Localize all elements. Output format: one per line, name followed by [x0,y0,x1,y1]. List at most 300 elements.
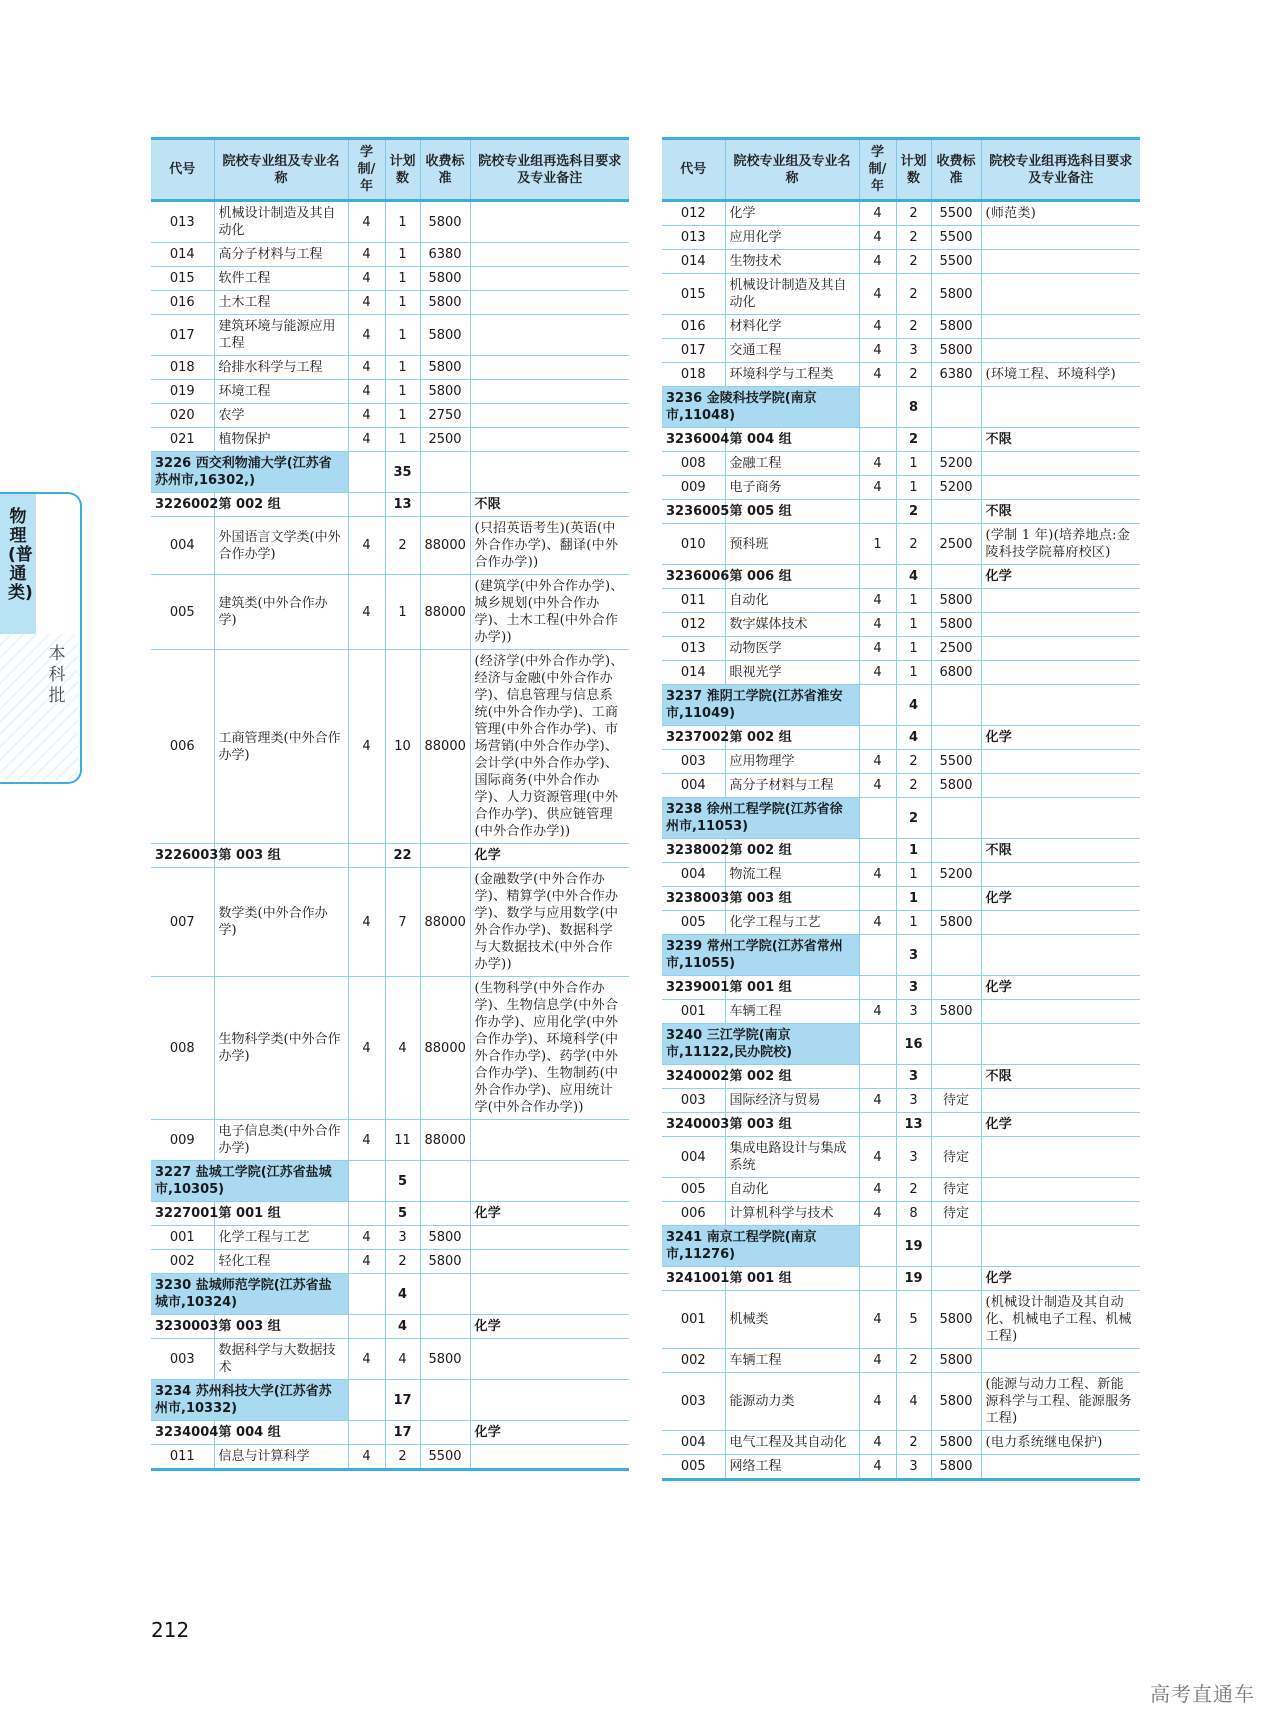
major-name: 生物技术 [725,250,859,274]
major-plan: 3 [896,1089,931,1113]
major-fee: 2500 [420,428,470,452]
school-note [470,1274,629,1315]
group-code: 3230003 [151,1315,214,1339]
group-name: 第 004 组 [214,1421,348,1445]
major-code: 017 [662,339,725,363]
school-row [662,1024,1140,1065]
school-fee [420,1161,470,1202]
major-name: 建筑环境与能源应用工程 [214,315,348,356]
major-note: (建筑学(中外合作办学)、城乡规划(中外合作办学)、土木工程(中外合作办学)) [470,575,629,650]
school-note [470,1380,629,1421]
group-plan: 19 [896,1267,931,1291]
major-note [981,661,1140,685]
group-row [662,726,1140,750]
major-note [981,774,1140,798]
major-row [151,517,629,575]
major-row [151,1250,629,1274]
group-plan: 13 [385,493,420,517]
major-fee: 5800 [931,339,981,363]
table-header-row [151,139,629,201]
major-plan: 1 [896,661,931,685]
side-tab-category-label: 物理(普通类) [8,507,33,603]
major-row [662,774,1140,798]
major-years: 4 [859,339,896,363]
major-row [662,637,1140,661]
school-note [981,798,1140,839]
major-plan: 4 [385,977,420,1120]
group-fee [931,976,981,1000]
group-plan: 2 [896,500,931,524]
major-note [470,428,629,452]
group-code: 3236004 [662,428,725,452]
school-name: 3241 南京工程学院(南京市,11276) [662,1226,859,1267]
group-row [151,1421,629,1445]
major-name: 金融工程 [725,452,859,476]
major-years: 4 [859,1089,896,1113]
header-name: 院校专业组及专业名称 [725,139,859,201]
header-plan: 计划数 [896,139,931,201]
major-years: 4 [859,476,896,500]
major-row [151,356,629,380]
major-fee: 待定 [931,1089,981,1113]
school-plan: 5 [385,1161,420,1202]
school-name: 3226 西交利物浦大学(江苏省苏州市,16302,) [151,452,348,493]
group-requirement: 化学 [470,1315,629,1339]
school-row [151,1274,629,1315]
school-years [859,1024,896,1065]
school-row [662,935,1140,976]
major-years: 4 [859,363,896,387]
major-name: 信息与计算科学 [214,1445,348,1470]
major-plan: 7 [385,868,420,977]
major-name: 环境工程 [214,380,348,404]
group-fee [931,1267,981,1291]
major-fee: 5500 [420,1445,470,1470]
school-years [859,685,896,726]
major-years: 4 [859,661,896,685]
group-name: 第 006 组 [725,565,859,589]
major-plan: 1 [385,291,420,315]
major-code: 020 [151,404,214,428]
major-plan: 2 [896,524,931,565]
school-row [151,1161,629,1202]
major-code: 005 [662,1455,725,1480]
major-plan: 1 [896,613,931,637]
school-name: 3230 盐城师范学院(江苏省盐城市,10324) [151,1274,348,1315]
school-fee [931,387,981,428]
group-name: 第 003 组 [214,844,348,868]
major-fee: 88000 [420,575,470,650]
major-name: 机械设计制造及其自动化 [725,274,859,315]
major-plan: 2 [385,1250,420,1274]
group-fee [931,565,981,589]
major-note: (机械设计制造及其自动化、机械电子工程、机械工程) [981,1291,1140,1349]
group-name: 第 002 组 [725,726,859,750]
school-years [348,1380,385,1421]
school-years [859,798,896,839]
major-note [470,1250,629,1274]
major-row [151,201,629,243]
group-name: 第 001 组 [725,1267,859,1291]
group-requirement: 化学 [981,1113,1140,1137]
major-row [662,452,1140,476]
major-plan: 11 [385,1120,420,1161]
major-note [981,1178,1140,1202]
major-fee: 待定 [931,1137,981,1178]
major-note [981,1349,1140,1373]
school-fee [931,685,981,726]
group-row [662,1267,1140,1291]
major-note [981,589,1140,613]
major-years: 4 [859,201,896,226]
group-plan: 5 [385,1202,420,1226]
group-years [859,1267,896,1291]
major-plan: 2 [896,201,931,226]
school-note [470,1161,629,1202]
group-fee [931,500,981,524]
group-name: 第 005 组 [725,500,859,524]
major-note [981,863,1140,887]
major-years: 4 [348,650,385,844]
major-name: 化学工程与工艺 [214,1226,348,1250]
major-years: 4 [348,243,385,267]
group-name: 第 002 组 [725,1065,859,1089]
group-years [859,839,896,863]
major-note [981,1455,1140,1480]
school-name: 3234 苏州科技大学(江苏省苏州市,10332) [151,1380,348,1421]
school-row [662,685,1140,726]
major-row [662,589,1140,613]
major-note [981,250,1140,274]
school-row [151,452,629,493]
major-fee: 5500 [931,201,981,226]
major-fee: 88000 [420,517,470,575]
major-years: 4 [859,637,896,661]
school-years [348,452,385,493]
school-fee [420,452,470,493]
school-name: 3227 盐城工学院(江苏省盐城市,10305) [151,1161,348,1202]
major-code: 012 [662,201,725,226]
major-row [151,243,629,267]
group-code: 3238003 [662,887,725,911]
group-plan: 13 [896,1113,931,1137]
page-number: 212 [151,1618,190,1642]
major-code: 005 [151,575,214,650]
major-fee: 待定 [931,1178,981,1202]
major-name: 国际经济与贸易 [725,1089,859,1113]
group-requirement: 化学 [981,726,1140,750]
major-code: 001 [662,1000,725,1024]
major-note [981,613,1140,637]
major-row [662,315,1140,339]
major-row [151,428,629,452]
group-requirement: 不限 [981,1065,1140,1089]
major-name: 应用化学 [725,226,859,250]
major-name: 机械类 [725,1291,859,1349]
school-name: 3237 淮阴工学院(江苏省淮安市,11049) [662,685,859,726]
major-name: 农学 [214,404,348,428]
major-row [662,750,1140,774]
major-years: 4 [348,356,385,380]
major-years: 4 [348,315,385,356]
group-row [151,493,629,517]
major-code: 003 [662,1373,725,1431]
group-years [859,428,896,452]
school-note [981,1024,1140,1065]
major-fee: 88000 [420,1120,470,1161]
major-note [981,452,1140,476]
major-years: 4 [859,274,896,315]
major-plan: 2 [896,750,931,774]
major-name: 土木工程 [214,291,348,315]
major-years: 4 [859,750,896,774]
group-requirement: 化学 [981,976,1140,1000]
major-plan: 2 [896,226,931,250]
major-code: 008 [662,452,725,476]
major-plan: 2 [896,315,931,339]
left-admission-table [151,137,629,1471]
header-code: 代号 [151,139,214,201]
major-row [151,1445,629,1470]
major-code: 017 [151,315,214,356]
group-requirement: 化学 [981,565,1140,589]
major-name: 化学 [725,201,859,226]
group-years [348,1202,385,1226]
major-plan: 1 [896,863,931,887]
major-note [470,315,629,356]
major-row [662,1291,1140,1349]
major-years: 4 [859,774,896,798]
major-years: 4 [859,315,896,339]
group-requirement: 化学 [470,844,629,868]
group-code: 3234004 [151,1421,214,1445]
major-row [662,1431,1140,1455]
major-note [981,476,1140,500]
major-row [151,1226,629,1250]
major-fee: 5800 [420,267,470,291]
header-plan: 计划数 [385,139,420,201]
table-header-row [662,139,1140,201]
school-name: 3238 徐州工程学院(江苏省徐州市,11053) [662,798,859,839]
major-code: 011 [151,1445,214,1470]
major-name: 外国语言文学类(中外合作办学) [214,517,348,575]
group-fee [931,1113,981,1137]
major-years: 4 [348,291,385,315]
major-fee: 6380 [420,243,470,267]
group-row [662,428,1140,452]
major-name: 预科班 [725,524,859,565]
major-plan: 1 [896,911,931,935]
school-note [981,685,1140,726]
major-code: 019 [151,380,214,404]
major-name: 电气工程及其自动化 [725,1431,859,1455]
side-tab-batch-label: 本科批 [48,644,66,706]
group-fee [931,1065,981,1089]
group-row [662,565,1140,589]
major-code: 018 [151,356,214,380]
major-code: 003 [662,750,725,774]
major-fee: 待定 [931,1202,981,1226]
major-fee: 5800 [931,1373,981,1431]
school-plan: 2 [896,798,931,839]
header-years: 学制/年 [348,139,385,201]
major-fee: 5200 [931,863,981,887]
major-fee: 6800 [931,661,981,685]
major-code: 001 [662,1291,725,1349]
major-years: 4 [348,428,385,452]
major-name: 车辆工程 [725,1349,859,1373]
major-name: 数字媒体技术 [725,613,859,637]
major-note [981,339,1140,363]
major-row [662,1178,1140,1202]
major-name: 轻化工程 [214,1250,348,1274]
major-note [981,1089,1140,1113]
group-fee [420,1202,470,1226]
major-fee: 5800 [931,1291,981,1349]
major-row [151,291,629,315]
major-years: 4 [348,404,385,428]
group-code: 3240002 [662,1065,725,1089]
major-code: 010 [662,524,725,565]
major-fee: 5800 [931,1349,981,1373]
major-years: 4 [348,1226,385,1250]
group-row [662,1113,1140,1137]
group-name: 第 002 组 [725,839,859,863]
group-code: 3238002 [662,839,725,863]
major-code: 015 [662,274,725,315]
group-fee [420,844,470,868]
group-years [348,844,385,868]
school-name: 3236 金陵科技学院(南京市,11048) [662,387,859,428]
major-code: 006 [151,650,214,844]
major-plan: 2 [896,363,931,387]
group-fee [420,493,470,517]
group-years [859,1113,896,1137]
major-code: 006 [662,1202,725,1226]
major-row [662,1202,1140,1226]
major-code: 016 [662,315,725,339]
group-code: 3241001 [662,1267,725,1291]
major-note: (经济学(中外合作办学)、经济与金融(中外合作办学)、信息管理与信息系统(中外合作办学)、工商管理(中外合作办学)、市场营销(中外合作办学)、会计学(中外合作办学)、国际商务(中外合作办学)、人力资源管理(中外合作办学)、供应链管理(中外合作办学)) [470,650,629,844]
major-plan: 1 [385,428,420,452]
major-code: 005 [662,1178,725,1202]
group-code: 3236005 [662,500,725,524]
major-fee: 5500 [931,750,981,774]
school-fee [931,798,981,839]
major-note: (能源与动力工程、新能源科学与工程、能源服务工程) [981,1373,1140,1431]
header-years: 学制/年 [859,139,896,201]
major-name: 给排水科学与工程 [214,356,348,380]
school-plan: 8 [896,387,931,428]
major-note [981,1137,1140,1178]
major-name: 集成电路设计与集成系统 [725,1137,859,1178]
major-name: 环境科学与工程类 [725,363,859,387]
group-requirement: 化学 [981,1267,1140,1291]
group-row [151,1202,629,1226]
group-row [662,1065,1140,1089]
group-row [151,844,629,868]
major-years: 4 [859,589,896,613]
group-code: 3227001 [151,1202,214,1226]
major-name: 数学类(中外合作办学) [214,868,348,977]
major-plan: 3 [896,1455,931,1480]
major-years: 4 [859,226,896,250]
major-plan: 2 [385,1445,420,1470]
school-plan: 35 [385,452,420,493]
school-note [470,452,629,493]
group-years [859,726,896,750]
major-plan: 2 [896,1349,931,1373]
major-code: 014 [662,250,725,274]
major-code: 004 [662,1137,725,1178]
group-row [662,839,1140,863]
right-table-column [662,137,1140,1481]
major-code: 021 [151,428,214,452]
major-note [470,1120,629,1161]
group-fee [931,726,981,750]
major-plan: 8 [896,1202,931,1226]
major-row [662,201,1140,226]
major-years: 4 [348,380,385,404]
major-fee: 5800 [931,774,981,798]
major-years: 4 [859,863,896,887]
major-note: (师范类) [981,201,1140,226]
major-plan: 2 [896,1431,931,1455]
group-plan: 22 [385,844,420,868]
group-code: 3239001 [662,976,725,1000]
group-name: 第 004 组 [725,428,859,452]
major-name: 材料化学 [725,315,859,339]
major-years: 4 [859,1373,896,1431]
major-name: 应用物理学 [725,750,859,774]
major-years: 4 [859,1000,896,1024]
major-fee: 5800 [931,1000,981,1024]
major-plan: 2 [385,517,420,575]
major-note [470,380,629,404]
major-note: (生物科学(中外合作办学)、生物信息学(中外合作办学)、应用化学(中外合作办学)、环境科学(中外合作办学)、药学(中外合作办学)、生物制药(中外合作办学)、应用统计学(中外合作办学)) [470,977,629,1120]
school-name: 3240 三江学院(南京市,11122,民办院校) [662,1024,859,1065]
major-plan: 3 [896,1000,931,1024]
school-note [981,1226,1140,1267]
major-years: 4 [859,613,896,637]
major-name: 动物医学 [725,637,859,661]
major-name: 工商管理类(中外合作办学) [214,650,348,844]
left-table-body [151,201,629,1470]
header-fee: 收费标准 [420,139,470,201]
major-note [981,315,1140,339]
group-code: 3237002 [662,726,725,750]
major-code: 008 [151,977,214,1120]
major-plan: 2 [896,774,931,798]
school-note [981,387,1140,428]
major-years: 4 [859,1455,896,1480]
major-code: 014 [662,661,725,685]
major-years: 4 [859,1178,896,1202]
major-years: 4 [859,1291,896,1349]
major-note [981,637,1140,661]
major-code: 004 [662,774,725,798]
major-name: 高分子材料与工程 [214,243,348,267]
major-fee: 5800 [931,1455,981,1480]
group-name: 第 002 组 [214,493,348,517]
major-code: 003 [662,1089,725,1113]
major-name: 自动化 [725,589,859,613]
group-requirement: 不限 [981,839,1140,863]
major-years: 1 [859,524,896,565]
group-row [151,1315,629,1339]
major-code: 013 [151,201,214,243]
major-code: 015 [151,267,214,291]
